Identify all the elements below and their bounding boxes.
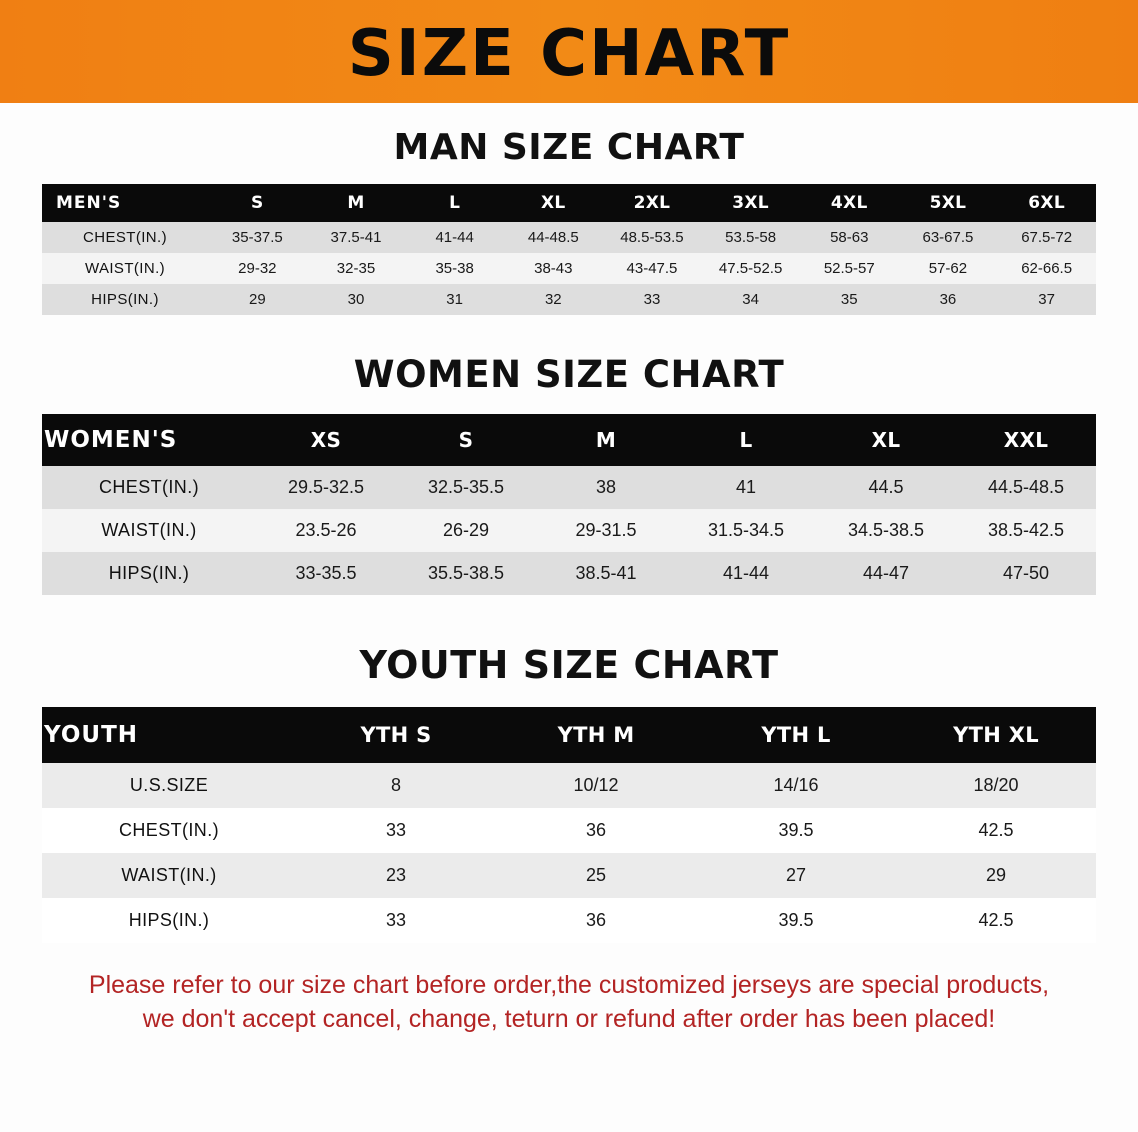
table-cell: 44-48.5 bbox=[504, 222, 603, 253]
table-cell: 36 bbox=[496, 898, 696, 943]
row-label: HIPS(IN.) bbox=[42, 284, 208, 315]
row-label: WAIST(IN.) bbox=[42, 853, 296, 898]
women-header-cell: XS bbox=[256, 414, 396, 466]
table-cell: 36 bbox=[899, 284, 998, 315]
table-cell: 36 bbox=[496, 808, 696, 853]
table-cell: 32 bbox=[504, 284, 603, 315]
table-cell: 33 bbox=[603, 284, 702, 315]
table-cell: 35 bbox=[800, 284, 899, 315]
table-cell: 48.5-53.5 bbox=[603, 222, 702, 253]
table-cell: 39.5 bbox=[696, 808, 896, 853]
table-cell: 38.5-42.5 bbox=[956, 509, 1096, 552]
women-header-cell: WOMEN'S bbox=[42, 414, 256, 466]
row-label: HIPS(IN.) bbox=[42, 552, 256, 595]
women-table-head bbox=[42, 414, 1096, 466]
table-header-row bbox=[42, 414, 1096, 466]
women-header-cell: S bbox=[396, 414, 536, 466]
table-cell: 23 bbox=[296, 853, 496, 898]
table-cell: 44.5-48.5 bbox=[956, 466, 1096, 509]
table-cell: 42.5 bbox=[896, 808, 1096, 853]
youth-header-cell: YTH S bbox=[296, 707, 496, 763]
table-cell: 30 bbox=[307, 284, 406, 315]
table-cell: 29-32 bbox=[208, 253, 307, 284]
man-header-cell: XL bbox=[504, 184, 603, 222]
women-table-wrap bbox=[42, 414, 1096, 595]
women-header-cell: XXL bbox=[956, 414, 1096, 466]
table-row bbox=[42, 552, 1096, 595]
man-header-cell: 6XL bbox=[997, 184, 1096, 222]
table-cell: 33-35.5 bbox=[256, 552, 396, 595]
man-header-cell: MEN'S bbox=[42, 184, 208, 222]
table-cell: 41-44 bbox=[405, 222, 504, 253]
table-header-row bbox=[42, 184, 1096, 222]
table-cell: 18/20 bbox=[896, 763, 1096, 808]
youth-size-table bbox=[42, 707, 1096, 943]
table-cell: 23.5-26 bbox=[256, 509, 396, 552]
table-cell: 35.5-38.5 bbox=[396, 552, 536, 595]
row-label: CHEST(IN.) bbox=[42, 466, 256, 509]
table-cell: 42.5 bbox=[896, 898, 1096, 943]
disclaimer-line-1: Please refer to our size chart before order,the customized jerseys are special products, bbox=[88, 971, 1050, 999]
youth-header-cell: YTH M bbox=[496, 707, 696, 763]
table-cell: 38-43 bbox=[504, 253, 603, 284]
table-cell: 52.5-57 bbox=[800, 253, 899, 284]
table-row bbox=[42, 509, 1096, 552]
man-header-cell: M bbox=[307, 184, 406, 222]
women-header-cell: L bbox=[676, 414, 816, 466]
table-cell: 38 bbox=[536, 466, 676, 509]
man-table-head bbox=[42, 184, 1096, 222]
row-label: WAIST(IN.) bbox=[42, 509, 256, 552]
women-table-body bbox=[42, 466, 1096, 595]
table-cell: 34.5-38.5 bbox=[816, 509, 956, 552]
table-cell: 41-44 bbox=[676, 552, 816, 595]
youth-table-wrap bbox=[42, 707, 1096, 943]
women-size-table bbox=[42, 414, 1096, 595]
row-label: HIPS(IN.) bbox=[42, 898, 296, 943]
table-row bbox=[42, 898, 1096, 943]
table-cell: 14/16 bbox=[696, 763, 896, 808]
man-header-cell: 4XL bbox=[800, 184, 899, 222]
table-cell: 32.5-35.5 bbox=[396, 466, 536, 509]
man-table-body bbox=[42, 222, 1096, 315]
youth-section-title: YOUTH SIZE CHART bbox=[359, 643, 779, 687]
table-cell: 41 bbox=[676, 466, 816, 509]
table-cell: 58-63 bbox=[800, 222, 899, 253]
table-cell: 39.5 bbox=[696, 898, 896, 943]
table-cell: 47.5-52.5 bbox=[701, 253, 800, 284]
man-table-wrap bbox=[42, 184, 1096, 315]
table-cell: 37 bbox=[997, 284, 1096, 315]
table-row bbox=[42, 853, 1096, 898]
man-size-table bbox=[42, 184, 1096, 315]
table-cell: 62-66.5 bbox=[997, 253, 1096, 284]
table-cell: 34 bbox=[701, 284, 800, 315]
table-cell: 25 bbox=[496, 853, 696, 898]
table-cell: 32-35 bbox=[307, 253, 406, 284]
man-header-cell: S bbox=[208, 184, 307, 222]
table-cell: 35-38 bbox=[405, 253, 504, 284]
table-cell: 29 bbox=[896, 853, 1096, 898]
row-label: CHEST(IN.) bbox=[42, 808, 296, 853]
table-cell: 29 bbox=[208, 284, 307, 315]
table-cell: 63-67.5 bbox=[899, 222, 998, 253]
man-header-cell: 3XL bbox=[701, 184, 800, 222]
table-row bbox=[42, 284, 1096, 315]
table-cell: 8 bbox=[296, 763, 496, 808]
man-header-cell: L bbox=[405, 184, 504, 222]
table-cell: 10/12 bbox=[496, 763, 696, 808]
women-header-cell: XL bbox=[816, 414, 956, 466]
table-cell: 57-62 bbox=[899, 253, 998, 284]
table-cell: 53.5-58 bbox=[701, 222, 800, 253]
man-header-cell: 2XL bbox=[603, 184, 702, 222]
table-header-row bbox=[42, 707, 1096, 763]
disclaimer-line-2: we don't accept cancel, change, teturn or refund after order has been placed! bbox=[142, 1004, 996, 1033]
table-cell: 38.5-41 bbox=[536, 552, 676, 595]
disclaimer-note bbox=[40, 969, 1098, 1037]
table-cell: 35-37.5 bbox=[208, 222, 307, 253]
youth-table-body bbox=[42, 763, 1096, 943]
row-label: CHEST(IN.) bbox=[42, 222, 208, 253]
table-cell: 27 bbox=[696, 853, 896, 898]
table-row bbox=[42, 763, 1096, 808]
row-label: U.S.SIZE bbox=[42, 763, 296, 808]
women-section-title: WOMEN SIZE CHART bbox=[353, 353, 785, 396]
table-cell: 26-29 bbox=[396, 509, 536, 552]
row-label: WAIST(IN.) bbox=[42, 253, 208, 284]
youth-table-head bbox=[42, 707, 1096, 763]
youth-header-cell: YTH L bbox=[696, 707, 896, 763]
table-row bbox=[42, 466, 1096, 509]
table-cell: 67.5-72 bbox=[997, 222, 1096, 253]
table-cell: 31.5-34.5 bbox=[676, 509, 816, 552]
man-section-title: MAN SIZE CHART bbox=[393, 127, 745, 168]
table-cell: 47-50 bbox=[956, 552, 1096, 595]
youth-header-cell: YOUTH bbox=[42, 707, 296, 763]
table-row bbox=[42, 253, 1096, 284]
table-row bbox=[42, 808, 1096, 853]
table-cell: 33 bbox=[296, 808, 496, 853]
table-cell: 29.5-32.5 bbox=[256, 466, 396, 509]
youth-header-cell: YTH XL bbox=[896, 707, 1096, 763]
women-header-cell: M bbox=[536, 414, 676, 466]
table-cell: 37.5-41 bbox=[307, 222, 406, 253]
page-title: SIZE CHART bbox=[347, 16, 791, 91]
table-row bbox=[42, 222, 1096, 253]
table-cell: 44.5 bbox=[816, 466, 956, 509]
table-cell: 43-47.5 bbox=[603, 253, 702, 284]
page-banner bbox=[0, 0, 1138, 103]
table-cell: 29-31.5 bbox=[536, 509, 676, 552]
table-cell: 44-47 bbox=[816, 552, 956, 595]
man-header-cell: 5XL bbox=[899, 184, 998, 222]
table-cell: 33 bbox=[296, 898, 496, 943]
table-cell: 31 bbox=[405, 284, 504, 315]
